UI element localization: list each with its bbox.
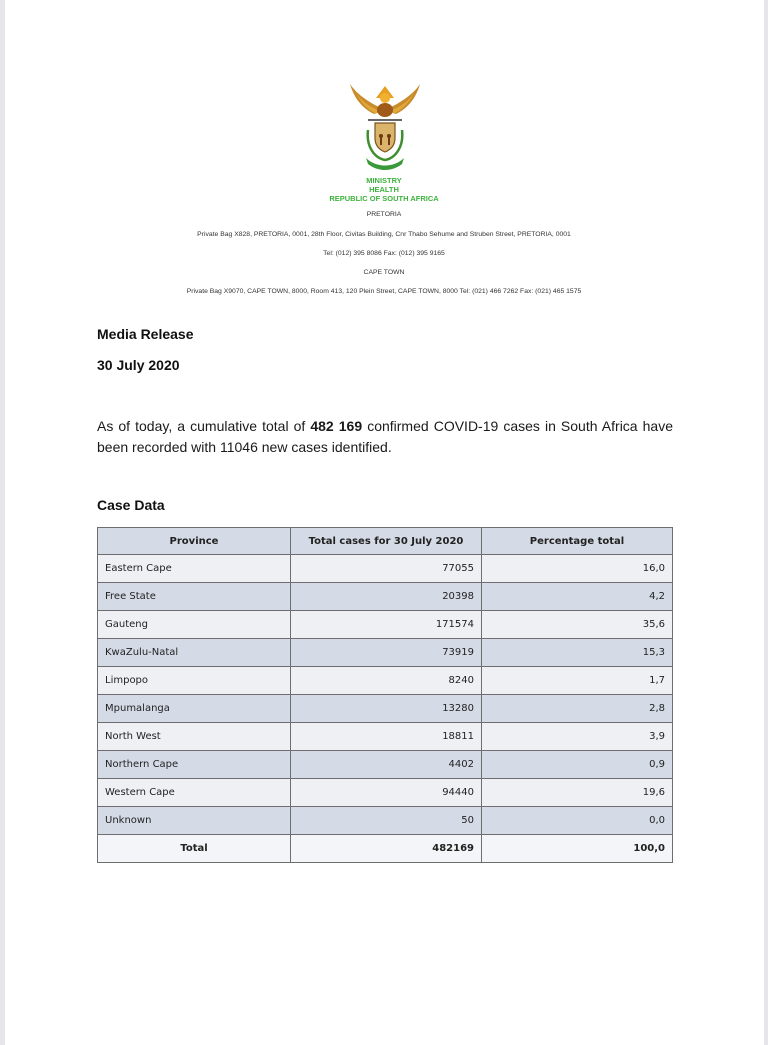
case-data-heading: Case Data [97,497,165,513]
total-label-cell: Total [98,835,291,863]
cases-cell: 94440 [291,779,482,807]
cases-cell: 77055 [291,555,482,583]
cases-cell: 50 [291,807,482,835]
province-cell: Free State [98,583,291,611]
percentage-cell: 15,3 [482,639,673,667]
province-cell: North West [98,723,291,751]
table-row [98,779,673,807]
percentage-cell: 0,9 [482,751,673,779]
percentage-cell: 0,0 [482,807,673,835]
percentage-cell: 19,6 [482,779,673,807]
south-africa-coat-of-arms-icon [348,80,422,172]
table-row [98,667,673,695]
cases-cell: 4402 [291,751,482,779]
table-header-row [98,528,673,555]
province-cell: Eastern Cape [98,555,291,583]
province-cell: Western Cape [98,779,291,807]
table-row [98,611,673,639]
column-header-percentage: Percentage total [482,528,673,555]
page-edge-right [764,0,768,1045]
table-total-row [98,835,673,863]
percentage-cell: 3,9 [482,723,673,751]
release-body [97,416,673,458]
province-cell: Gauteng [98,611,291,639]
province-cell: Mpumalanga [98,695,291,723]
total-percentage-cell: 100,0 [482,835,673,863]
ministry-line-3: REPUBLIC OF SOUTH AFRICA [329,194,439,203]
percentage-cell: 35,6 [482,611,673,639]
table-row [98,583,673,611]
table-row [98,723,673,751]
page-edge-left [0,0,5,1045]
total-cases-cell: 482169 [291,835,482,863]
ministry-line-1: MINISTRY [366,176,402,185]
percentage-cell: 2,8 [482,695,673,723]
body-total: 482 169 [310,418,363,434]
table-row [98,695,673,723]
cases-cell: 171574 [291,611,482,639]
cases-cell: 73919 [291,639,482,667]
table-row [98,555,673,583]
body-pre: As of today, a cumulative total of [97,418,311,434]
cases-cell: 13280 [291,695,482,723]
capetown-label: CAPE TOWN [363,269,405,276]
province-cell: KwaZulu-Natal [98,639,291,667]
column-header-province: Province [98,528,291,555]
ministry-line-2: HEALTH [369,185,399,194]
cases-cell: 20398 [291,583,482,611]
cases-cell: 18811 [291,723,482,751]
pretoria-address: Private Bag X828, PRETORIA, 0001, 28th Floor, Civitas Building, Cnr Thabo Sehume and Struben Street, PRETORIA, 0001 [197,231,571,238]
percentage-cell: 16,0 [482,555,673,583]
body-post: confirmed COVID-19 cases in South Africa have been recorded with 11046 new cases identified. [97,418,674,455]
pretoria-label: PRETORIA [366,211,402,218]
cases-cell: 8240 [291,667,482,695]
percentage-cell: 4,2 [482,583,673,611]
case-data-table [97,527,673,863]
table-row [98,807,673,835]
table-row [98,639,673,667]
release-title: Media Release [97,326,194,342]
percentage-cell: 1,7 [482,667,673,695]
province-cell: Northern Cape [98,751,291,779]
table-row [98,751,673,779]
release-date: 30 July 2020 [97,357,180,373]
province-cell: Unknown [98,807,291,835]
column-header-total-cases: Total cases for 30 July 2020 [291,528,482,555]
province-cell: Limpopo [98,667,291,695]
pretoria-contact: Tel: (012) 395 8086 Fax: (012) 395 9165 [323,250,445,257]
capetown-address: Private Bag X9070, CAPE TOWN, 8000, Room 413, 120 Plein Street, CAPE TOWN, 8000 Tel: (021) 466 7262 Fax: (021) 465 1575 [186,288,582,295]
